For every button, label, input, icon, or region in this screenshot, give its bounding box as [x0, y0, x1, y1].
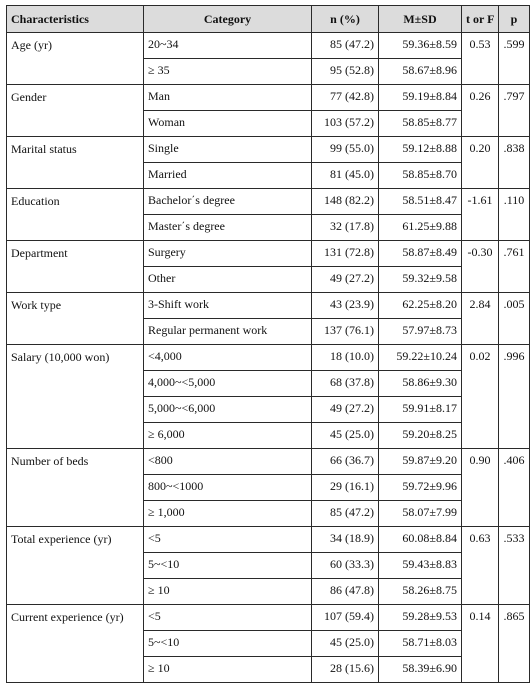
n-percent-cell: 49 (27.2)	[312, 267, 379, 293]
n-percent-cell: 18 (10.0)	[312, 345, 379, 371]
mean-sd-cell: 58.67±8.96	[379, 59, 462, 85]
characteristic-cell: Education	[7, 189, 144, 241]
n-percent-cell: 34 (18.9)	[312, 527, 379, 553]
t-or-f-cell: 0.20	[462, 137, 499, 189]
n-percent-cell: 99 (55.0)	[312, 137, 379, 163]
header-row	[7, 6, 530, 33]
category-cell: ≥ 10	[144, 657, 312, 683]
t-or-f-cell: 0.90	[462, 449, 499, 527]
header-mean-sd: M±SD	[379, 6, 462, 33]
n-percent-cell: 86 (47.8)	[312, 579, 379, 605]
n-percent-cell: 60 (33.3)	[312, 553, 379, 579]
p-value-cell: .996	[499, 345, 530, 449]
p-value-cell: .110	[499, 189, 530, 241]
n-percent-cell: 103 (57.2)	[312, 111, 379, 137]
characteristic-cell: Current experience (yr)	[7, 605, 144, 683]
characteristic-cell: Number of beds	[7, 449, 144, 527]
n-percent-cell: 107 (59.4)	[312, 605, 379, 631]
mean-sd-cell: 59.28±9.53	[379, 605, 462, 631]
characteristic-cell: Salary (10,000 won)	[7, 345, 144, 449]
category-cell: ≥ 1,000	[144, 501, 312, 527]
mean-sd-cell: 62.25±8.20	[379, 293, 462, 319]
category-cell: Bachelor΄s degree	[144, 189, 312, 215]
mean-sd-cell: 58.51±8.47	[379, 189, 462, 215]
category-cell: <5	[144, 527, 312, 553]
n-percent-cell: 131 (72.8)	[312, 241, 379, 267]
category-cell: <800	[144, 449, 312, 475]
characteristic-cell: Total experience (yr)	[7, 527, 144, 605]
t-or-f-cell: 2.84	[462, 293, 499, 345]
category-cell: ≥ 10	[144, 579, 312, 605]
n-percent-cell: 66 (36.7)	[312, 449, 379, 475]
table-row	[7, 345, 530, 371]
mean-sd-cell: 59.87±9.20	[379, 449, 462, 475]
n-percent-cell: 81 (45.0)	[312, 163, 379, 189]
mean-sd-cell: 58.85±8.70	[379, 163, 462, 189]
mean-sd-cell: 61.25±9.88	[379, 215, 462, 241]
category-cell: 800~<1000	[144, 475, 312, 501]
category-cell: ≥ 35	[144, 59, 312, 85]
mean-sd-cell: 59.43±8.83	[379, 553, 462, 579]
table-row	[7, 527, 530, 553]
category-cell: Master΄s degree	[144, 215, 312, 241]
table-body	[7, 33, 530, 683]
table-row	[7, 449, 530, 475]
n-percent-cell: 77 (42.8)	[312, 85, 379, 111]
n-percent-cell: 68 (37.8)	[312, 371, 379, 397]
p-value-cell: .838	[499, 137, 530, 189]
header-category: Category	[144, 6, 312, 33]
p-value-cell: .533	[499, 527, 530, 605]
header-characteristics: Characteristics	[7, 6, 144, 33]
n-percent-cell: 43 (23.9)	[312, 293, 379, 319]
n-percent-cell: 28 (15.6)	[312, 657, 379, 683]
t-or-f-cell: 0.02	[462, 345, 499, 449]
n-percent-cell: 49 (27.2)	[312, 397, 379, 423]
category-cell: 4,000~<5,000	[144, 371, 312, 397]
category-cell: Woman	[144, 111, 312, 137]
category-cell: 5~<10	[144, 553, 312, 579]
p-value-cell: .005	[499, 293, 530, 345]
table-row	[7, 85, 530, 111]
mean-sd-cell: 59.32±9.58	[379, 267, 462, 293]
t-or-f-cell: 0.14	[462, 605, 499, 683]
t-or-f-cell: 0.53	[462, 33, 499, 85]
category-cell: 20~34	[144, 33, 312, 59]
characteristic-cell: Department	[7, 241, 144, 293]
mean-sd-cell: 58.85±8.77	[379, 111, 462, 137]
p-value-cell: .865	[499, 605, 530, 683]
mean-sd-cell: 58.39±6.90	[379, 657, 462, 683]
table-row	[7, 241, 530, 267]
characteristics-table	[6, 5, 530, 683]
p-value-cell: .797	[499, 85, 530, 137]
category-cell: Other	[144, 267, 312, 293]
mean-sd-cell: 59.12±8.88	[379, 137, 462, 163]
t-or-f-cell: -0.30	[462, 241, 499, 293]
mean-sd-cell: 59.22±10.24	[379, 345, 462, 371]
mean-sd-cell: 58.26±8.75	[379, 579, 462, 605]
t-or-f-cell: -1.61	[462, 189, 499, 241]
header-t-or-f: t or F	[462, 6, 499, 33]
table-row	[7, 33, 530, 59]
category-cell: 5~<10	[144, 631, 312, 657]
n-percent-cell: 85 (47.2)	[312, 33, 379, 59]
characteristic-cell: Work type	[7, 293, 144, 345]
mean-sd-cell: 59.20±8.25	[379, 423, 462, 449]
category-cell: 3-Shift work	[144, 293, 312, 319]
table-row	[7, 189, 530, 215]
mean-sd-cell: 60.08±8.84	[379, 527, 462, 553]
table-header	[7, 6, 530, 33]
header-p: p	[499, 6, 530, 33]
category-cell: Regular permanent work	[144, 319, 312, 345]
category-cell: Man	[144, 85, 312, 111]
n-percent-cell: 137 (76.1)	[312, 319, 379, 345]
table-row	[7, 605, 530, 631]
mean-sd-cell: 59.72±9.96	[379, 475, 462, 501]
table-row	[7, 137, 530, 163]
mean-sd-cell: 58.71±8.03	[379, 631, 462, 657]
characteristic-cell: Gender	[7, 85, 144, 137]
t-or-f-cell: 0.26	[462, 85, 499, 137]
mean-sd-cell: 58.86±9.30	[379, 371, 462, 397]
n-percent-cell: 32 (17.8)	[312, 215, 379, 241]
t-or-f-cell: 0.63	[462, 527, 499, 605]
mean-sd-cell: 58.07±7.99	[379, 501, 462, 527]
header-n-percent: n (%)	[312, 6, 379, 33]
mean-sd-cell: 57.97±8.73	[379, 319, 462, 345]
category-cell: 5,000~<6,000	[144, 397, 312, 423]
characteristic-cell: Marital status	[7, 137, 144, 189]
category-cell: Surgery	[144, 241, 312, 267]
n-percent-cell: 45 (25.0)	[312, 423, 379, 449]
mean-sd-cell: 59.19±8.84	[379, 85, 462, 111]
category-cell: Married	[144, 163, 312, 189]
n-percent-cell: 29 (16.1)	[312, 475, 379, 501]
mean-sd-cell: 58.87±8.49	[379, 241, 462, 267]
p-value-cell: .761	[499, 241, 530, 293]
table-row	[7, 293, 530, 319]
characteristic-cell: Age (yr)	[7, 33, 144, 85]
mean-sd-cell: 59.36±8.59	[379, 33, 462, 59]
category-cell: Single	[144, 137, 312, 163]
n-percent-cell: 95 (52.8)	[312, 59, 379, 85]
category-cell: <5	[144, 605, 312, 631]
category-cell: <4,000	[144, 345, 312, 371]
n-percent-cell: 45 (25.0)	[312, 631, 379, 657]
p-value-cell: .599	[499, 33, 530, 85]
n-percent-cell: 148 (82.2)	[312, 189, 379, 215]
mean-sd-cell: 59.91±8.17	[379, 397, 462, 423]
n-percent-cell: 85 (47.2)	[312, 501, 379, 527]
p-value-cell: .406	[499, 449, 530, 527]
category-cell: ≥ 6,000	[144, 423, 312, 449]
